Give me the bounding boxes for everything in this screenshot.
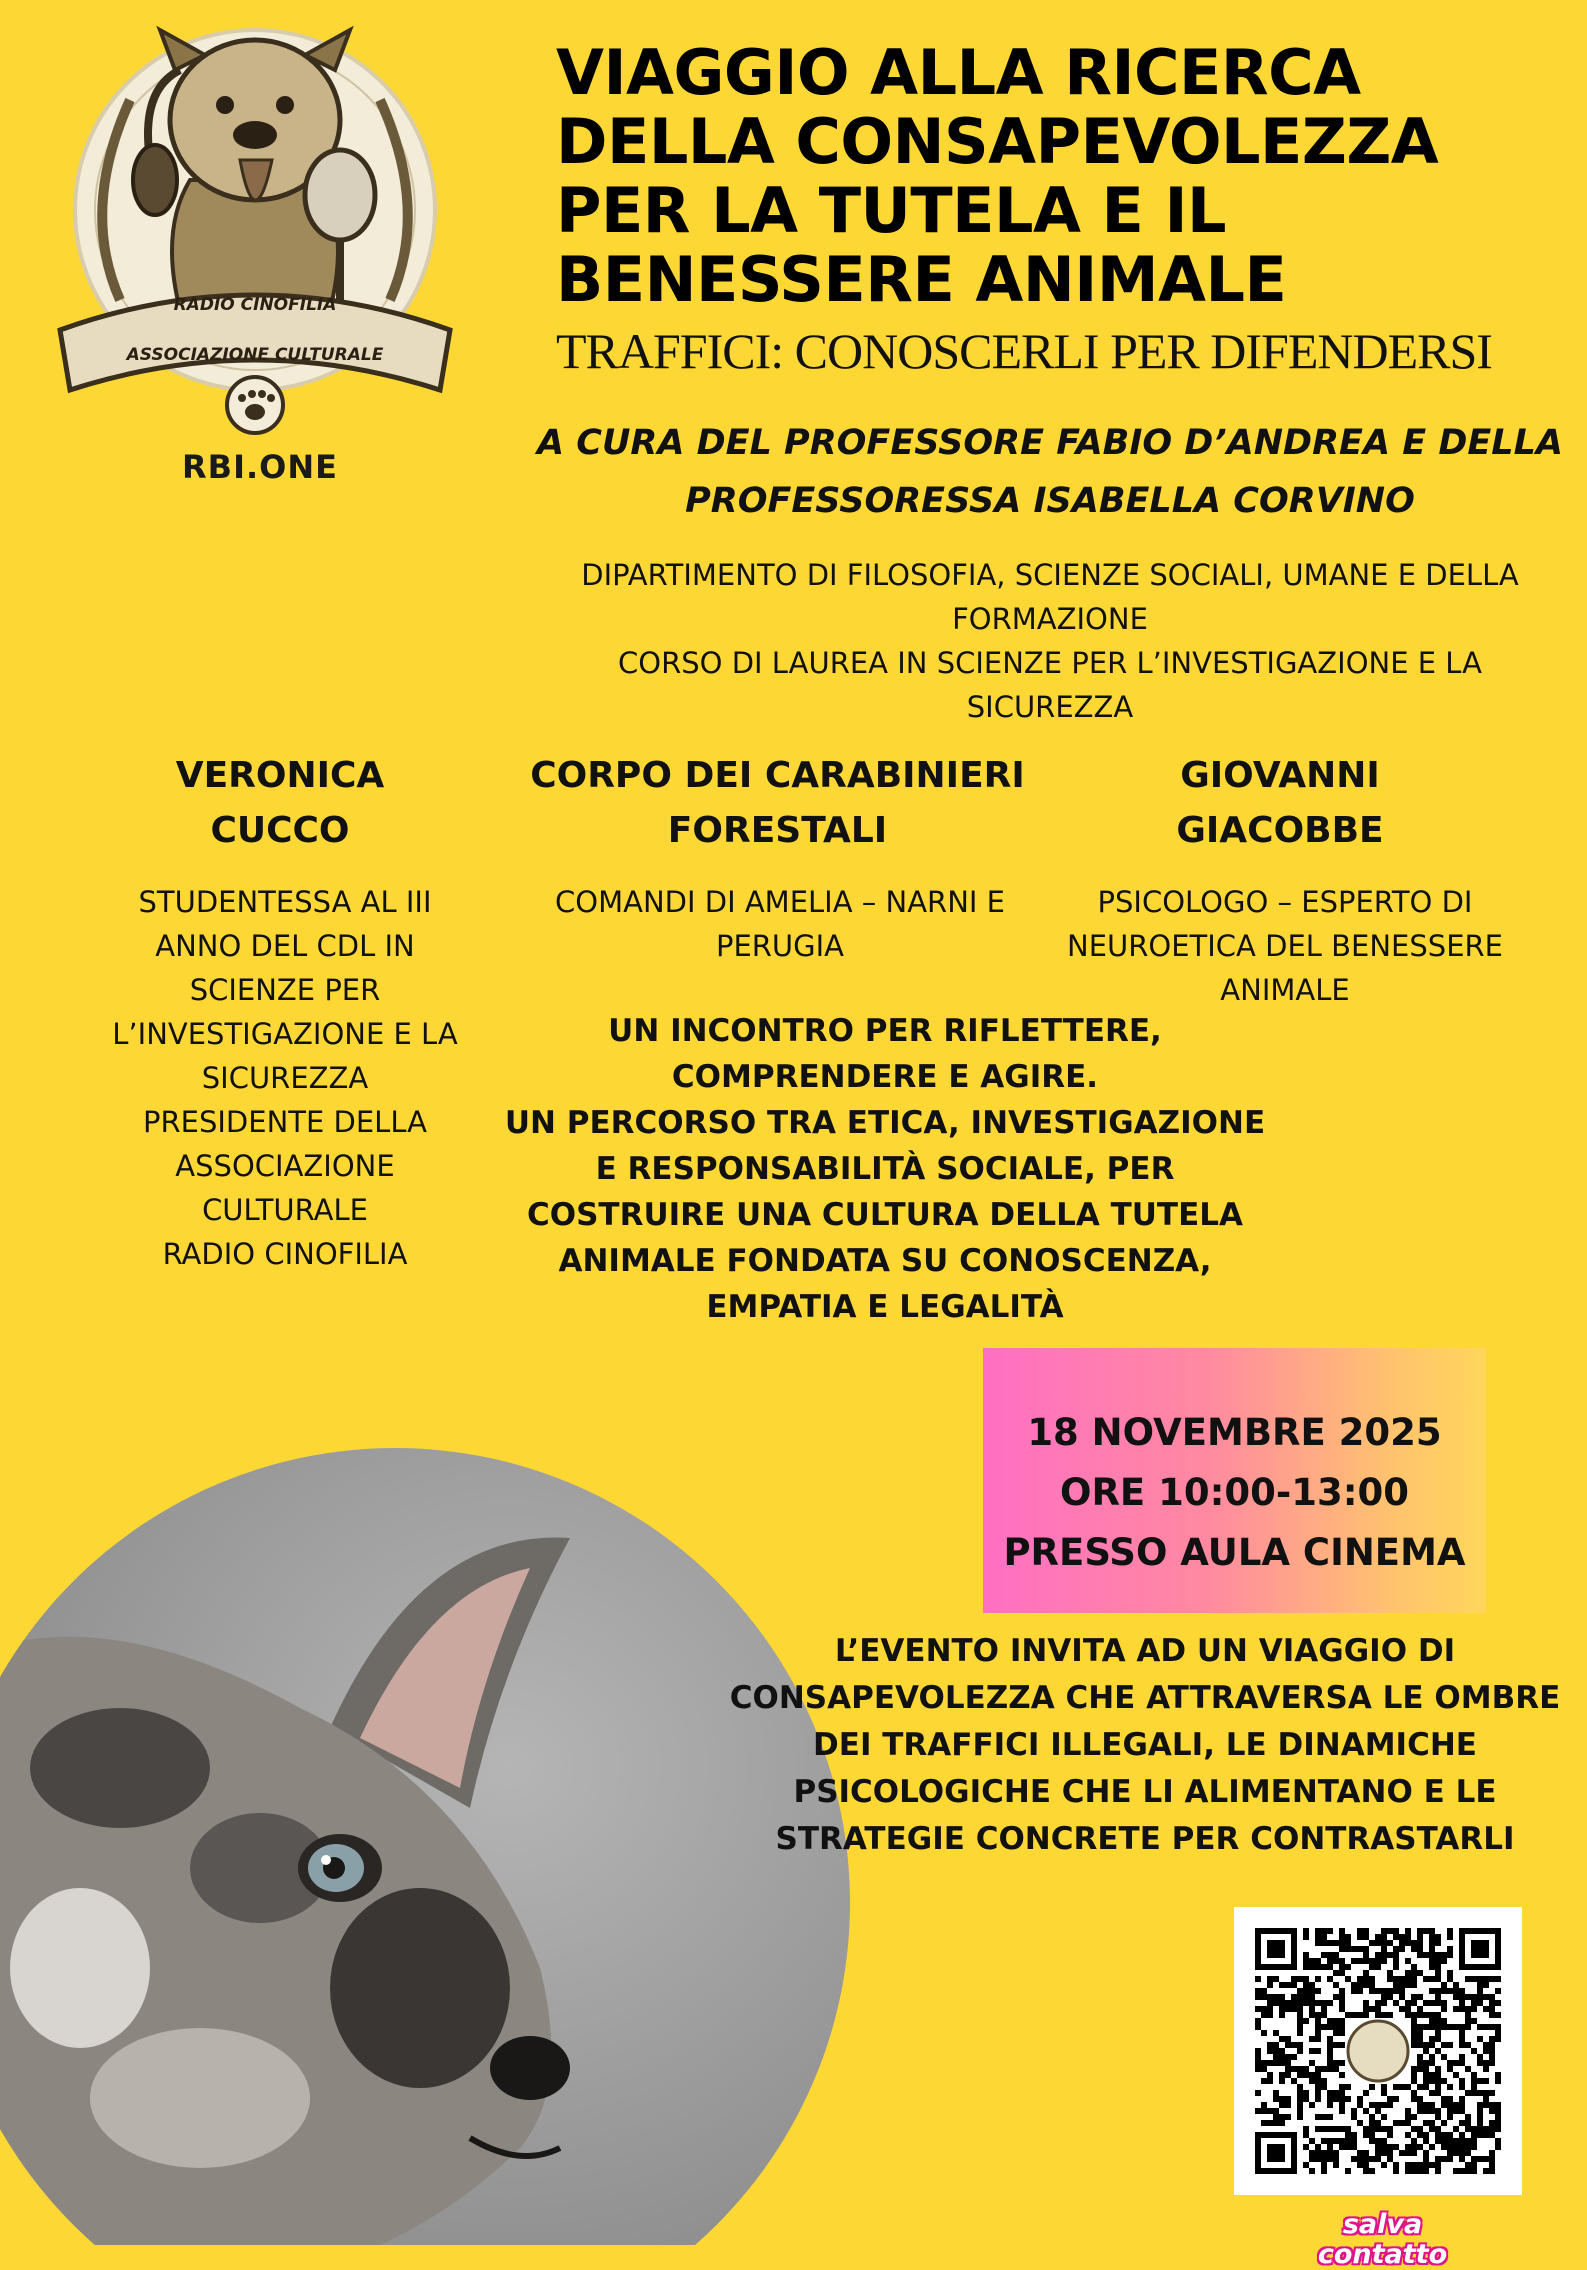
course: [530, 641, 1570, 729]
description-line: CONSAPEVOLEZZA CHE ATTRAVERSA LE OMBRE: [729, 1680, 1561, 1716]
speaker-name-line: VERONICA: [175, 755, 385, 796]
department: [530, 553, 1570, 641]
speaker-name-line: CORPO DEI CARABINIERI: [530, 755, 1025, 796]
department-line: DIPARTIMENTO DI FILOSOFIA, SCIENZE SOCIALI, UMANE E DELLA: [581, 558, 1519, 592]
description-line: PSICOLOGICHE CHE LI ALIMENTANO E LE: [793, 1774, 1497, 1810]
logo-ribbon-top: RADIO CINOFILIA: [173, 295, 337, 315]
speaker-desc-line: RADIO CINOFILIA: [162, 1237, 408, 1271]
speaker-name-veronica-cucco: [100, 748, 460, 858]
department-line: FORMAZIONE: [952, 602, 1148, 636]
logo-caption: RBI.ONE: [182, 448, 338, 486]
encounter-line: COMPRENDERE E AGIRE.: [671, 1059, 1099, 1095]
title-line: DELLA CONSAPEVOLEZZA: [556, 105, 1439, 178]
speaker-name-giovanni-giacobbe: [1100, 748, 1460, 858]
description-line: L’EVENTO INVITA AD UN VIAGGIO DI: [834, 1633, 1456, 1669]
encounter-line: UN PERCORSO TRA ETICA, INVESTIGAZIONE: [504, 1105, 1266, 1141]
event-place: PRESSO AULA CINEMA: [1003, 1531, 1466, 1574]
save-contact-label[interactable]: salva contatto: [1317, 2209, 1448, 2270]
speaker-desc-line: ANIMALE: [1220, 973, 1350, 1007]
speaker-desc-line: PSICOLOGO – ESPERTO DI: [1097, 885, 1473, 919]
speaker-desc-line: PERUGIA: [715, 929, 845, 963]
qr-code[interactable]: [1234, 1907, 1522, 2195]
speaker-desc-line: STUDENTESSA AL III: [138, 885, 432, 919]
encounter-line: EMPATIA E LEGALITÀ: [706, 1289, 1064, 1325]
speaker-name-line: GIACOBBE: [1176, 810, 1384, 851]
subtitle: TRAFFICI: CONOSCERLI PER DIFENDERSI: [556, 323, 1492, 379]
speaker-name-line: FORESTALI: [667, 810, 888, 851]
speaker-desc-line: ASSOCIAZIONE: [175, 1149, 395, 1183]
speaker-desc-line: COMANDI DI AMELIA – NARNI E: [555, 885, 1005, 919]
encounter-line: ANIMALE FONDATA SU CONOSCENZA,: [558, 1243, 1212, 1279]
curators-line: A CURA DEL PROFESSORE FABIO D’ANDREA E DELLA: [537, 423, 1563, 463]
speaker-desc-carabinieri: [520, 880, 1040, 968]
description-line: STRATEGIE CONCRETE PER CONTRASTARLI: [775, 1821, 1515, 1857]
logo-ribbon-bottom: ASSOCIAZIONE CULTURALE: [126, 345, 384, 365]
speaker-desc-line: L’INVESTIGAZIONE E LA: [112, 1017, 458, 1051]
title-line: BENESSERE ANIMALE: [556, 243, 1287, 316]
event-date-box: [983, 1348, 1486, 1613]
title-line: PER LA TUTELA E IL: [556, 174, 1227, 247]
title-line: VIAGGIO ALLA RICERCA: [556, 36, 1361, 109]
encounter-line: UN INCONTRO PER RIFLETTERE,: [608, 1013, 1162, 1049]
radio-cinofilia-logo: [40, 10, 480, 450]
qr-code-icon: [1234, 1907, 1522, 2195]
description-line: DEI TRAFFICI ILLEGALI, LE DINAMICHE: [813, 1727, 1477, 1763]
encounter-text: [495, 1008, 1275, 1330]
speaker-name-line: CUCCO: [210, 810, 350, 851]
event-time: ORE 10:00-13:00: [1059, 1471, 1409, 1514]
encounter-line: E RESPONSABILITÀ SOCIALE, PER: [595, 1151, 1175, 1187]
speaker-desc-veronica-cucco: [95, 880, 475, 1276]
speaker-desc-line: SICUREZZA: [201, 1061, 369, 1095]
speaker-name-carabinieri: [505, 748, 1050, 858]
event-date: 18 NOVEMBRE 2025: [1027, 1411, 1442, 1454]
curators-line: PROFESSORESSA ISABELLA CORVINO: [685, 481, 1415, 521]
speaker-name-line: GIOVANNI: [1180, 755, 1380, 796]
curators: [530, 414, 1570, 530]
course-line: SICUREZZA: [966, 690, 1134, 724]
bulldog-logo-icon: [40, 10, 480, 450]
speaker-desc-line: ANNO DEL CDL IN: [155, 929, 415, 963]
speaker-desc-line: CULTURALE: [202, 1193, 368, 1227]
event-description: [720, 1628, 1570, 1863]
course-line: CORSO DI LAUREA IN SCIENZE PER L’INVESTIGAZIONE E LA: [618, 646, 1482, 680]
encounter-line: COSTRUIRE UNA CULTURA DELLA TUTELA: [527, 1197, 1243, 1233]
speaker-desc-line: SCIENZE PER: [189, 973, 381, 1007]
speaker-desc-giovanni-giacobbe: [1055, 880, 1515, 1012]
speaker-desc-line: PRESIDENTE DELLA: [143, 1105, 427, 1139]
page-title: [556, 38, 1556, 314]
speaker-desc-line: NEUROETICA DEL BENESSERE: [1067, 929, 1503, 963]
